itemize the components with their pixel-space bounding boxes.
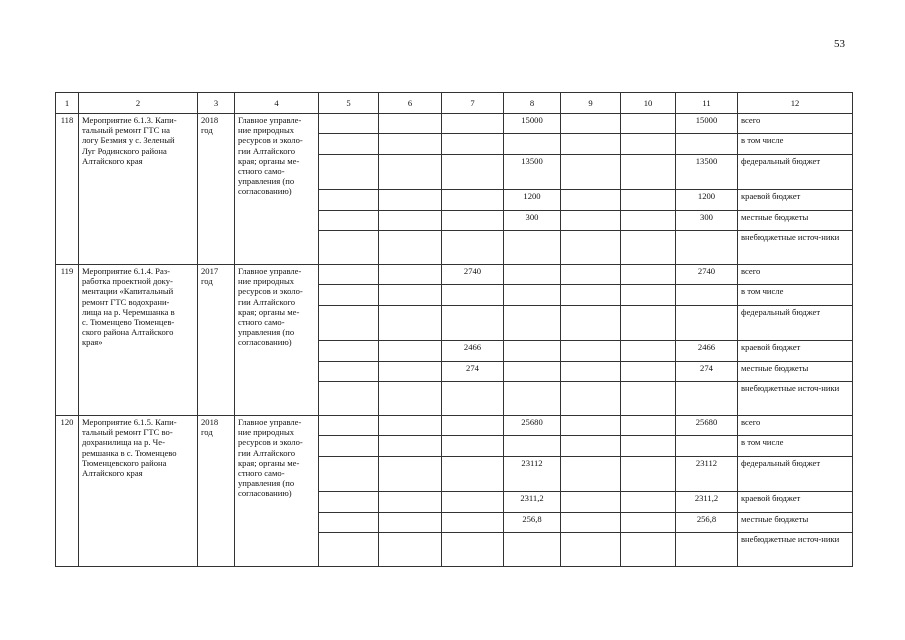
col-header-4: 4 — [235, 93, 319, 114]
amount-cell-11: 25680 — [676, 416, 738, 436]
amount-cell-6 — [379, 114, 442, 134]
amount-cell-11: 23112 — [676, 457, 738, 492]
amount-cell-8 — [504, 231, 561, 265]
activity-executor-line: ресурсов и эколо- — [238, 286, 303, 297]
activity-executor-line: гии Алтайского — [238, 447, 296, 458]
amount-cell-8 — [504, 382, 561, 416]
amount-cell-11 — [676, 134, 738, 155]
amount-cell-5 — [319, 362, 379, 382]
col-header-5: 5 — [319, 93, 379, 114]
amount-cell-11: 274 — [676, 362, 738, 382]
col-header-2: 2 — [79, 93, 198, 114]
amount-cell-8 — [504, 134, 561, 155]
amount-cell-6 — [379, 265, 442, 285]
activity-name-line: дохранилища на р. Че- — [82, 437, 165, 448]
activity-executor-line: края; органы ме- — [238, 155, 300, 166]
activity-executor-line: ние природных — [238, 276, 295, 287]
amount-cell-9 — [561, 306, 621, 341]
amount-cell-6 — [379, 134, 442, 155]
activity-name-line: с. Тюменцево Тюменцев- — [82, 317, 175, 328]
activity-name-line: логу Безмия у с. Зеленый — [82, 135, 175, 146]
amount-cell-7 — [442, 382, 504, 416]
activity-name-line: Мероприятие 6.1.5. Капи- — [82, 417, 177, 427]
amount-cell-10 — [621, 134, 676, 155]
amount-cell-8: 25680 — [504, 416, 561, 436]
activity-name-line: Мероприятие 6.1.4. Раз- — [82, 266, 171, 276]
amount-cell-8 — [504, 341, 561, 362]
amount-cell-5 — [319, 231, 379, 265]
activity-year-line: год — [201, 276, 213, 287]
activity-name-line: Тюменцевского района — [82, 457, 167, 468]
amount-cell-5 — [319, 155, 379, 190]
amount-cell-7: 2740 — [442, 265, 504, 285]
amount-cell-6 — [379, 306, 442, 341]
amount-cell-5 — [319, 436, 379, 457]
activity-year-line: 2018 — [201, 115, 219, 125]
amount-cell-11: 2740 — [676, 265, 738, 285]
amount-cell-7 — [442, 492, 504, 513]
amount-cell-9 — [561, 265, 621, 285]
amount-cell-8 — [504, 306, 561, 341]
amount-cell-7 — [442, 533, 504, 567]
amount-cell-6 — [379, 341, 442, 362]
amount-cell-11: 15000 — [676, 114, 738, 134]
amount-cell-5 — [319, 190, 379, 211]
amount-cell-10 — [621, 265, 676, 285]
amount-cell-9 — [561, 492, 621, 513]
funding-source: краевой бюджет — [738, 341, 853, 362]
funding-source: федеральный бюджет — [738, 155, 853, 190]
amount-cell-6 — [379, 416, 442, 436]
amount-cell-11 — [676, 436, 738, 457]
activity-name-line: тальный ремонт ГТС во- — [82, 427, 173, 438]
amount-cell-11: 13500 — [676, 155, 738, 190]
amount-cell-6 — [379, 231, 442, 265]
amount-cell-7: 274 — [442, 362, 504, 382]
activity-executor-line: края; органы ме- — [238, 457, 300, 468]
amount-cell-6 — [379, 492, 442, 513]
activity-name-line: ского района Алтайского — [82, 327, 174, 338]
amount-cell-8: 13500 — [504, 155, 561, 190]
funding-source: всего — [738, 265, 853, 285]
activity-executor-line: управления (по — [238, 176, 295, 187]
table-body — [56, 114, 853, 567]
amount-cell-11 — [676, 382, 738, 416]
amount-cell-8: 2311,2 — [504, 492, 561, 513]
amount-cell-10 — [621, 362, 676, 382]
amount-cell-10 — [621, 155, 676, 190]
amount-cell-6 — [379, 190, 442, 211]
col-header-9: 9 — [561, 93, 621, 114]
activity-executor-line: стного само- — [238, 468, 285, 479]
amount-cell-9 — [561, 341, 621, 362]
amount-cell-9 — [561, 190, 621, 211]
amount-cell-5 — [319, 457, 379, 492]
amount-cell-6 — [379, 513, 442, 533]
activity-name — [79, 416, 198, 567]
row-number: 118 — [56, 114, 79, 265]
amount-cell-10 — [621, 533, 676, 567]
amount-cell-10 — [621, 382, 676, 416]
funding-source: федеральный бюджет — [738, 457, 853, 492]
amount-cell-11: 300 — [676, 211, 738, 231]
funding-source: всего — [738, 416, 853, 436]
amount-cell-9 — [561, 382, 621, 416]
funding-source: внебюджетные источ-ники — [738, 382, 853, 416]
funding-source: в том числе — [738, 134, 853, 155]
amount-cell-11: 2311,2 — [676, 492, 738, 513]
activity-executor-line: ние природных — [238, 427, 295, 438]
activity-name — [79, 114, 198, 265]
amount-cell-5 — [319, 341, 379, 362]
funding-source: в том числе — [738, 285, 853, 306]
amount-cell-8 — [504, 285, 561, 306]
activity-executor — [235, 416, 319, 567]
activity-executor-line: гии Алтайского — [238, 296, 296, 307]
activity-executor-line: Главное управле- — [238, 266, 302, 276]
page-number: 53 — [834, 38, 845, 50]
table-row — [56, 416, 853, 436]
amount-cell-10 — [621, 306, 676, 341]
amount-cell-10 — [621, 341, 676, 362]
amount-cell-8: 256,8 — [504, 513, 561, 533]
funding-source: всего — [738, 114, 853, 134]
amount-cell-8: 300 — [504, 211, 561, 231]
amount-cell-7 — [442, 211, 504, 231]
activity-executor-line: ресурсов и эколо- — [238, 437, 303, 448]
amount-cell-11 — [676, 231, 738, 265]
activity-name-line: Алтайского края — [82, 155, 143, 166]
activity-executor-line: согласованию) — [238, 186, 292, 197]
amount-cell-10 — [621, 190, 676, 211]
amount-cell-6 — [379, 211, 442, 231]
amount-cell-9 — [561, 211, 621, 231]
amount-cell-8 — [504, 436, 561, 457]
funding-source: краевой бюджет — [738, 190, 853, 211]
activity-executor-line: стного само- — [238, 317, 285, 328]
amount-cell-7 — [442, 513, 504, 533]
amount-cell-6 — [379, 457, 442, 492]
table-row — [56, 114, 853, 134]
amount-cell-9 — [561, 155, 621, 190]
activity-year — [198, 265, 235, 416]
activity-executor-line: ресурсов и эколо- — [238, 135, 303, 146]
funding-source: в том числе — [738, 436, 853, 457]
amount-cell-7 — [442, 436, 504, 457]
amount-cell-11: 256,8 — [676, 513, 738, 533]
amount-cell-6 — [379, 362, 442, 382]
amount-cell-11 — [676, 533, 738, 567]
amount-cell-6 — [379, 436, 442, 457]
activity-executor — [235, 265, 319, 416]
amount-cell-9 — [561, 533, 621, 567]
amount-cell-9 — [561, 457, 621, 492]
amount-cell-10 — [621, 457, 676, 492]
amount-cell-6 — [379, 533, 442, 567]
activity-name-line: ментации «Капитальный — [82, 286, 174, 297]
amount-cell-11 — [676, 285, 738, 306]
activity-name — [79, 265, 198, 416]
amount-cell-8: 1200 — [504, 190, 561, 211]
activity-executor-line: края; органы ме- — [238, 306, 300, 317]
funding-source: федеральный бюджет — [738, 306, 853, 341]
col-header-1: 1 — [56, 93, 79, 114]
row-number: 120 — [56, 416, 79, 567]
amount-cell-7 — [442, 416, 504, 436]
activity-name-line: работка проектной доку- — [82, 276, 173, 287]
activity-executor-line: согласованию) — [238, 337, 292, 348]
amount-cell-7 — [442, 285, 504, 306]
activity-year-line: 2017 — [201, 266, 219, 276]
activity-executor-line: ние природных — [238, 125, 295, 136]
activity-year-line: 2018 — [201, 417, 219, 427]
amount-cell-5 — [319, 134, 379, 155]
activity-year-line: год — [201, 427, 213, 438]
amount-cell-9 — [561, 513, 621, 533]
funding-source: местные бюджеты — [738, 513, 853, 533]
amount-cell-10 — [621, 211, 676, 231]
activity-executor — [235, 114, 319, 265]
activity-name-line: ремонт ГТС водохрани- — [82, 296, 170, 307]
funding-source: местные бюджеты — [738, 211, 853, 231]
amount-cell-6 — [379, 155, 442, 190]
amount-cell-5 — [319, 114, 379, 134]
activity-executor-line: управления (по — [238, 327, 295, 338]
activity-year — [198, 114, 235, 265]
amount-cell-10 — [621, 285, 676, 306]
amount-cell-7 — [442, 134, 504, 155]
activity-name-line: лища на р. Черемшанка в — [82, 306, 175, 317]
activity-year — [198, 416, 235, 567]
program-activities-table — [55, 92, 853, 567]
amount-cell-5 — [319, 416, 379, 436]
amount-cell-11: 2466 — [676, 341, 738, 362]
amount-cell-5 — [319, 492, 379, 513]
amount-cell-5 — [319, 533, 379, 567]
amount-cell-5 — [319, 265, 379, 285]
amount-cell-10 — [621, 416, 676, 436]
col-header-6: 6 — [379, 93, 442, 114]
amount-cell-11 — [676, 306, 738, 341]
amount-cell-11: 1200 — [676, 190, 738, 211]
amount-cell-10 — [621, 492, 676, 513]
activity-name-line: ремшанка в с. Тюменцево — [82, 447, 177, 458]
funding-source: внебюджетные источ-ники — [738, 231, 853, 265]
amount-cell-5 — [319, 306, 379, 341]
amount-cell-6 — [379, 285, 442, 306]
amount-cell-7: 2466 — [442, 341, 504, 362]
activity-name-line: Мероприятие 6.1.3. Капи- — [82, 115, 177, 125]
amount-cell-9 — [561, 436, 621, 457]
amount-cell-7 — [442, 155, 504, 190]
activity-name-line: края» — [82, 337, 103, 348]
amount-cell-7 — [442, 231, 504, 265]
amount-cell-8 — [504, 265, 561, 285]
amount-cell-9 — [561, 416, 621, 436]
amount-cell-9 — [561, 231, 621, 265]
activity-name-line: Луг Родинского района — [82, 145, 167, 156]
activity-name-line: Алтайского края — [82, 468, 143, 479]
amount-cell-8: 15000 — [504, 114, 561, 134]
amount-cell-7 — [442, 457, 504, 492]
col-header-11: 11 — [676, 93, 738, 114]
amount-cell-8 — [504, 362, 561, 382]
amount-cell-10 — [621, 231, 676, 265]
row-number: 119 — [56, 265, 79, 416]
funding-source: краевой бюджет — [738, 492, 853, 513]
amount-cell-10 — [621, 436, 676, 457]
activity-executor-line: согласованию) — [238, 488, 292, 499]
amount-cell-8: 23112 — [504, 457, 561, 492]
table-row — [56, 265, 853, 285]
amount-cell-6 — [379, 382, 442, 416]
col-header-3: 3 — [198, 93, 235, 114]
amount-cell-7 — [442, 114, 504, 134]
funding-source: внебюджетные источ-ники — [738, 533, 853, 567]
header-row — [56, 93, 853, 114]
col-header-7: 7 — [442, 93, 504, 114]
col-header-8: 8 — [504, 93, 561, 114]
amount-cell-9 — [561, 362, 621, 382]
amount-cell-9 — [561, 285, 621, 306]
activity-year-line: год — [201, 125, 213, 136]
amount-cell-9 — [561, 134, 621, 155]
amount-cell-5 — [319, 382, 379, 416]
amount-cell-10 — [621, 114, 676, 134]
funding-source: местные бюджеты — [738, 362, 853, 382]
activity-name-line: тальный ремонт ГТС на — [82, 125, 170, 136]
amount-cell-7 — [442, 190, 504, 211]
activity-executor-line: Главное управле- — [238, 417, 302, 427]
amount-cell-5 — [319, 285, 379, 306]
amount-cell-5 — [319, 211, 379, 231]
amount-cell-9 — [561, 114, 621, 134]
amount-cell-7 — [442, 306, 504, 341]
activity-executor-line: стного само- — [238, 166, 285, 177]
activity-executor-line: гии Алтайского — [238, 145, 296, 156]
activity-executor-line: Главное управле- — [238, 115, 302, 125]
activity-executor-line: управления (по — [238, 478, 295, 489]
col-header-10: 10 — [621, 93, 676, 114]
amount-cell-10 — [621, 513, 676, 533]
amount-cell-5 — [319, 513, 379, 533]
col-header-12: 12 — [738, 93, 853, 114]
amount-cell-8 — [504, 533, 561, 567]
